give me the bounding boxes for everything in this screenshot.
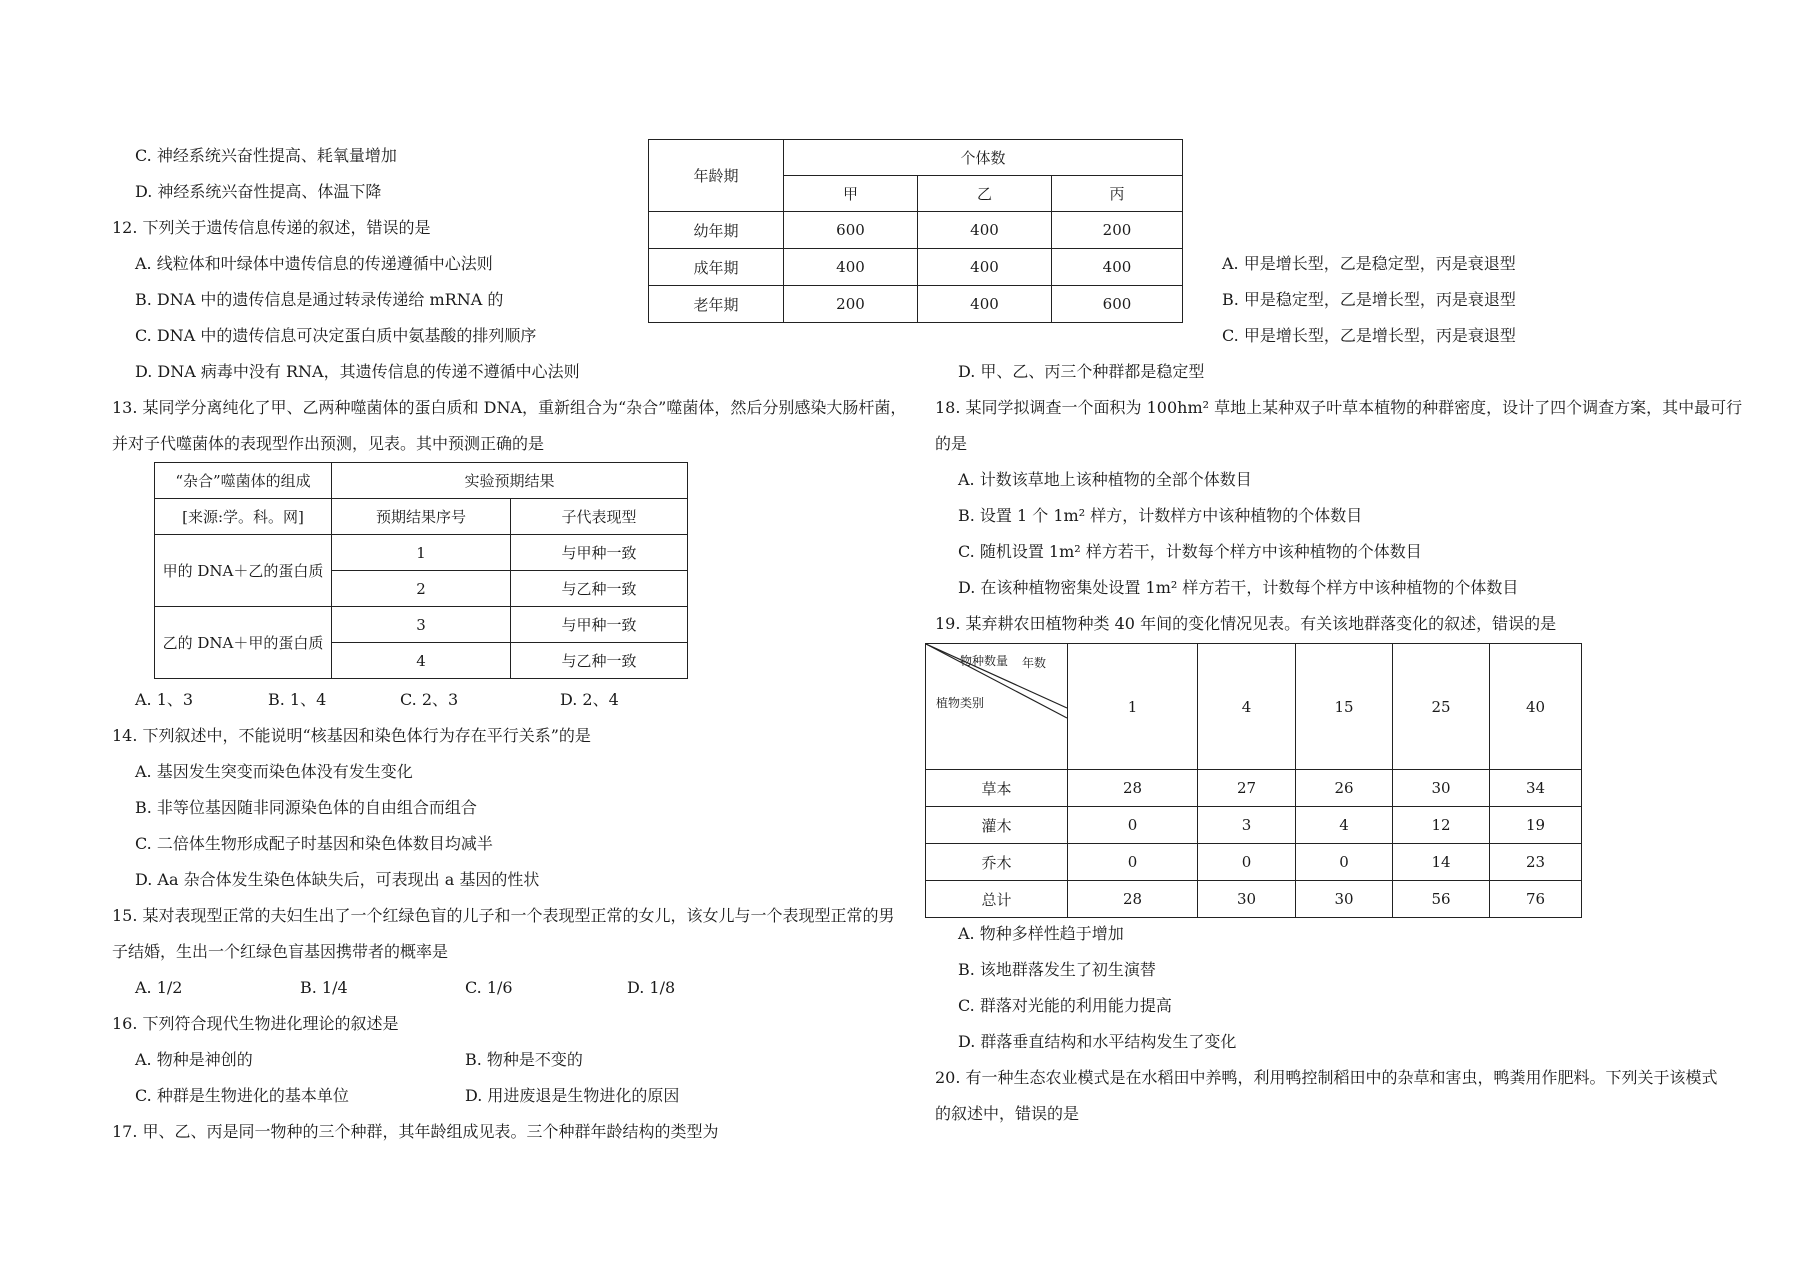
q17-cell: 600	[1052, 286, 1183, 323]
q19-cell: 30	[1198, 881, 1296, 918]
q17-row-label: 成年期	[649, 249, 784, 286]
q13-group-1: 甲的 DNA＋乙的蛋白质	[155, 535, 332, 607]
q15-stem-line1: 15. 某对表现型正常的夫妇生出了一个红绿色盲的儿子和一个表现型正常的女儿，该女儿与一个表现型正常的男	[112, 906, 895, 925]
q17-cell: 600	[784, 212, 918, 249]
q15-option-a: A. 1/2	[135, 978, 183, 997]
q19-cell: 56	[1393, 881, 1490, 918]
q12-stem: 12. 下列关于遗传信息传递的叙述，错误的是	[112, 218, 431, 237]
q14-option-a: A. 基因发生突变而染色体没有发生变化	[135, 762, 413, 781]
q15-option-c: C. 1/6	[465, 978, 513, 997]
q19-cell: 30	[1296, 881, 1393, 918]
q16-option-b: B. 物种是不变的	[465, 1050, 583, 1069]
q17-row-label: 老年期	[649, 286, 784, 323]
q13-cell-result: 与甲种一致	[511, 607, 688, 643]
q13-header-composition: “杂合”噬菌体的组成	[155, 463, 332, 499]
q15-stem-line2: 子结婚，生出一个红绿色盲基因携带者的概率是	[112, 942, 449, 961]
q14-option-c: C. 二倍体生物形成配子时基因和染色体数目均减半	[135, 834, 493, 853]
q17-col-header: 甲	[784, 176, 918, 212]
q13-header-phenotype: 子代表现型	[511, 499, 688, 535]
q17-cell: 400	[918, 249, 1052, 286]
q19-option-a: A. 物种多样性趋于增加	[958, 924, 1124, 943]
q19-cell: 0	[1068, 844, 1198, 881]
q13-stem-line1: 13. 某同学分离纯化了甲、乙两种噬菌体的蛋白质和 DNA，重新组合为“杂合”噬菌体，然后分别感染大肠杆菌，	[112, 398, 907, 417]
q19-cell: 0	[1068, 807, 1198, 844]
q12-option-c: C. DNA 中的遗传信息可决定蛋白质中氨基酸的排列顺序	[135, 326, 537, 345]
q12-option-d: D. DNA 病毒中没有 RNA，其遗传信息的传递不遵循中心法则	[135, 362, 580, 381]
q13-option-c: C. 2、3	[400, 690, 459, 709]
q13-header-no: 预期结果序号	[332, 499, 511, 535]
q13-stem-line2: 并对子代噬菌体的表现型作出预测，见表。其中预测正确的是	[112, 434, 545, 453]
q19-row-label: 草本	[926, 770, 1068, 807]
diag-label-category: 植物类别	[936, 696, 985, 710]
q19-diagonal-header	[926, 644, 1068, 770]
q18-stem-line2: 的是	[935, 434, 968, 453]
q19-cell: 4	[1296, 807, 1393, 844]
q13-header-source: [来源:学。科。网]	[155, 499, 332, 535]
q19-cell: 0	[1296, 844, 1393, 881]
q19-cell: 23	[1490, 844, 1582, 881]
q17-row-label: 幼年期	[649, 212, 784, 249]
q14-stem: 14. 下列叙述中，不能说明“核基因和染色体行为存在平行关系”的是	[112, 726, 591, 745]
q16-option-c: C. 种群是生物进化的基本单位	[135, 1086, 349, 1105]
q12-option-a: A. 线粒体和叶绿体中遗传信息的传递遵循中心法则	[135, 254, 493, 273]
q19-row-label: 乔木	[926, 844, 1068, 881]
q17-option-a: A. 甲是增长型，乙是稳定型，丙是衰退型	[1222, 254, 1516, 273]
q13-option-a: A. 1、3	[135, 690, 194, 709]
q16-option-d: D. 用进废退是生物进化的原因	[465, 1086, 680, 1105]
q17-table	[648, 139, 1183, 323]
q19-cell: 12	[1393, 807, 1490, 844]
q16-stem: 16. 下列符合现代生物进化理论的叙述是	[112, 1014, 399, 1033]
q13-header-results: 实验预期结果	[332, 463, 688, 499]
q12-option-b: B. DNA 中的遗传信息是通过转录传递给 mRNA 的	[135, 290, 504, 309]
q19-cell: 0	[1198, 844, 1296, 881]
q17-stem: 17. 甲、乙、丙是同一物种的三个种群，其年龄组成见表。三个种群年龄结构的类型为	[112, 1122, 719, 1141]
q18-option-d: D. 在该种植物密集处设置 1m² 样方若干，计数每个样方中该种植物的个体数目	[958, 578, 1519, 597]
q19-cell: 30	[1393, 770, 1490, 807]
q13-option-d: D. 2、4	[560, 690, 619, 709]
q19-row-label: 灌木	[926, 807, 1068, 844]
q19-cell: 19	[1490, 807, 1582, 844]
q13-cell-no: 2	[332, 571, 511, 607]
q19-year-header: 40	[1490, 644, 1582, 770]
q18-option-a: A. 计数该草地上该种植物的全部个体数目	[958, 470, 1252, 489]
q19-cell: 28	[1068, 881, 1198, 918]
q13-table	[154, 462, 688, 679]
diag-label-years: 年数	[1022, 656, 1047, 670]
q11-option-c: C. 神经系统兴奋性提高、耗氧量增加	[135, 146, 397, 165]
q15-option-b: B. 1/4	[300, 978, 348, 997]
q17-col-header: 丙	[1052, 176, 1183, 212]
q13-cell-result: 与乙种一致	[511, 643, 688, 679]
q19-cell: 76	[1490, 881, 1582, 918]
q17-col-header: 乙	[918, 176, 1052, 212]
q17-header-count: 个体数	[784, 140, 1183, 176]
q19-stem: 19. 某弃耕农田植物种类 40 年间的变化情况见表。有关该地群落变化的叙述，错误的是	[935, 614, 1557, 633]
q17-header-age: 年龄期	[649, 140, 784, 212]
q20-stem-line2: 的叙述中，错误的是	[935, 1104, 1080, 1123]
q16-option-a: A. 物种是神创的	[135, 1050, 253, 1069]
q19-row-label: 总计	[926, 881, 1068, 918]
q19-option-c: C. 群落对光能的利用能力提高	[958, 996, 1172, 1015]
q11-option-d: D. 神经系统兴奋性提高、体温下降	[135, 182, 382, 201]
q19-cell: 3	[1198, 807, 1296, 844]
q14-option-b: B. 非等位基因随非同源染色体的自由组合而组合	[135, 798, 477, 817]
q17-option-b: B. 甲是稳定型，乙是增长型，丙是衰退型	[1222, 290, 1516, 309]
q14-option-d: D. Aa 杂合体发生染色体缺失后，可表现出 a 基因的性状	[135, 870, 540, 889]
q19-option-d: D. 群落垂直结构和水平结构发生了变化	[958, 1032, 1237, 1051]
q19-cell: 26	[1296, 770, 1393, 807]
q13-cell-no: 1	[332, 535, 511, 571]
q13-group-2: 乙的 DNA＋甲的蛋白质	[155, 607, 332, 679]
q19-cell: 34	[1490, 770, 1582, 807]
q18-option-b: B. 设置 1 个 1m² 样方，计数样方中该种植物的个体数目	[958, 506, 1363, 525]
q13-option-b: B. 1、4	[268, 690, 327, 709]
q19-year-header: 15	[1296, 644, 1393, 770]
q19-cell: 14	[1393, 844, 1490, 881]
diag-label-species-count: 物种数量	[960, 654, 1009, 668]
q17-cell: 200	[784, 286, 918, 323]
q19-cell: 28	[1068, 770, 1198, 807]
q17-cell: 400	[784, 249, 918, 286]
q17-cell: 400	[1052, 249, 1183, 286]
q17-cell: 200	[1052, 212, 1183, 249]
q18-option-c: C. 随机设置 1m² 样方若干，计数每个样方中该种植物的个体数目	[958, 542, 1422, 561]
q13-cell-result: 与乙种一致	[511, 571, 688, 607]
q13-cell-result: 与甲种一致	[511, 535, 688, 571]
q18-stem-line1: 18. 某同学拟调查一个面积为 100hm² 草地上某种双子叶草本植物的种群密度，设计了四个调查方案，其中最可行	[935, 398, 1743, 417]
q13-cell-no: 4	[332, 643, 511, 679]
q15-option-d: D. 1/8	[627, 978, 676, 997]
q17-cell: 400	[918, 286, 1052, 323]
q17-cell: 400	[918, 212, 1052, 249]
q19-year-header: 25	[1393, 644, 1490, 770]
q20-stem-line1: 20. 有一种生态农业模式是在水稻田中养鸭，利用鸭控制稻田中的杂草和害虫，鸭粪用作肥料。下列关于该模式	[935, 1068, 1718, 1087]
q17-option-d: D. 甲、乙、丙三个种群都是稳定型	[958, 362, 1205, 381]
q19-year-header: 4	[1198, 644, 1296, 770]
q17-option-c: C. 甲是增长型，乙是增长型，丙是衰退型	[1222, 326, 1516, 345]
q19-year-header: 1	[1068, 644, 1198, 770]
q19-option-b: B. 该地群落发生了初生演替	[958, 960, 1156, 979]
q19-table	[925, 643, 1582, 918]
q19-cell: 27	[1198, 770, 1296, 807]
q13-cell-no: 3	[332, 607, 511, 643]
